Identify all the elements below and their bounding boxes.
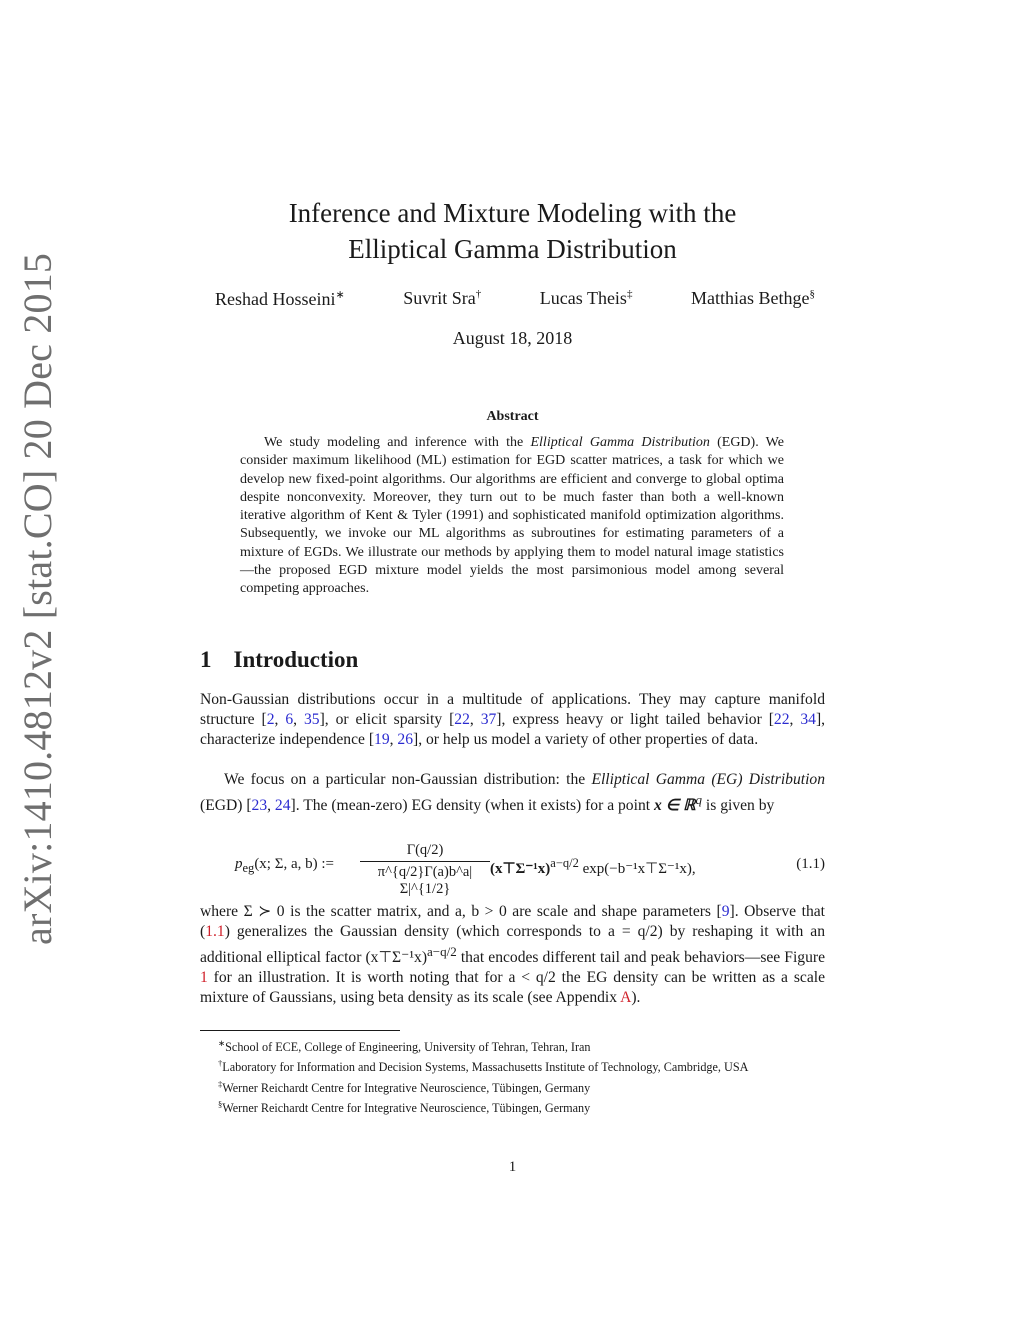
section-heading: [200, 647, 358, 673]
author: Suvrit Sra†: [403, 288, 482, 308]
section-number: 1: [200, 647, 212, 672]
paragraph: We focus on a particular non-Gaussian distribution: the Elliptical Gamma (EG) Distribution (EGD) [23, 24]. The (mean-zero) EG density (when it exists) for a point x ∈ ℝ$^q$ is given by: [200, 771, 826, 815]
citation-link[interactable]: 35: [303, 711, 320, 728]
citation-link[interactable]: 23: [251, 797, 268, 815]
citation-link[interactable]: 9: [721, 903, 730, 920]
figure-crossref-link[interactable]: 1: [200, 969, 208, 987]
equation-crossref-link[interactable]: 1.1: [205, 923, 225, 940]
appendix-crossref-link[interactable]: A: [620, 989, 632, 1007]
footnotes: [200, 1035, 825, 1116]
equation-1-1: [200, 842, 825, 897]
citation-link[interactable]: 22: [773, 711, 790, 728]
footnote: †Laboratory for Information and Decision Systems, Massachusetts Institute of Technology, Cambridge, USA: [218, 1058, 749, 1075]
footnote-divider: [200, 1030, 400, 1031]
citation-link[interactable]: 37: [480, 711, 497, 728]
equation-rhs: (x⊤Σ⁻¹x)$^{a-q/2}$ exp(−b⁻¹x⊤Σ⁻¹x),: [490, 856, 696, 877]
footnote: ∗School of ECE, College of Engineering, University of Tehran, Tehran, Iran: [218, 1038, 591, 1055]
equation-label: (1.1): [796, 856, 825, 872]
title-line-2: Elliptical Gamma Distribution: [348, 234, 677, 264]
page-number: 1: [508, 1159, 517, 1175]
author-list: [200, 288, 825, 310]
equation-numerator: Γ(q/2): [360, 842, 490, 862]
footnote: §Werner Reichardt Centre for Integrative Neuroscience, Tübingen, Germany: [218, 1099, 591, 1116]
paragraph: Non-Gaussian distributions occur in a multitude of applications. They may capture manifold structure [2, 6, 35], or elicit sparsity [22, 37], express heavy or light tailed behavior [22, 34], characterize independence [19, 26], or help us model a variety of other properties of data.: [200, 691, 826, 748]
equation-denominator: π^{q/2}Γ(a)b^a|Σ|^{1/2}: [377, 864, 473, 897]
abstract-heading: Abstract: [486, 409, 539, 424]
section-title: Introduction: [233, 647, 359, 672]
citation-link[interactable]: 26: [397, 731, 413, 748]
author: Matthias Bethge§: [690, 288, 815, 308]
equation-fraction: [360, 842, 490, 898]
author: Lucas Theis‡: [539, 288, 633, 308]
paper-title: [200, 195, 825, 267]
title-line-1: Inference and Mixture Modeling with the: [288, 198, 737, 228]
footnote: ‡Werner Reichardt Centre for Integrative Neuroscience, Tübingen, Germany: [218, 1078, 591, 1095]
equation-lhs: $p_{eg}(x$; Σ, a, b) :=: [235, 856, 334, 875]
abstract-text: We study modeling and inference with the Elliptical Gamma Distribution (EGD). We consider maximum likelihood (ML) estimation for EGD scatter matrices, a task for which we develop new fixed-point algorithms. Our algorithms are efficient and converge to global optima despite nonconvexity. Moreover, they turn out to be much faster than both a well-known iterative algorithm of Kent & Tyler (1991) and sophisticated manifold optimization algorithms. Subsequently, we invoke our ML algorithms as subroutines for estimating parameters of a mixture of EGDs. We illustrate our methods by applying them to model natural image statistics—the proposed EGD mixture model yields the most parsimonious model among several competing approaches.: [240, 435, 784, 597]
citation-link[interactable]: 19: [374, 731, 390, 748]
author: Reshad Hosseini∗: [215, 289, 345, 309]
citation-link[interactable]: 6: [285, 711, 294, 728]
publication-date: August 18, 2018: [452, 328, 573, 348]
arxiv-identifier-stamp: arXiv:1410.4812v2 [stat.CO] 20 Dec 2015: [15, 252, 60, 945]
citation-link[interactable]: 24: [274, 797, 291, 815]
paragraph: where Σ ≻ 0 is the scatter matrix, and a, b > 0 are scale and shape parameters [9]. Observe that (1.1) generalizes the Gaussian density (which corresponds to a = q/2) by reshaping it with an additional elliptical factor (x⊤Σ⁻¹x)$^{a-q/2}$ that encodes different tail and peak behaviors—see Figure 1 for an illustration. It is worth noting that for a < q/2 the EG density can be written as a scale mixture of Gaussians, using beta density as its scale (see Appendix A).: [200, 903, 826, 1007]
citation-link[interactable]: 34: [800, 711, 816, 728]
citation-link[interactable]: 22: [454, 711, 470, 728]
citation-link[interactable]: 2: [266, 711, 275, 728]
